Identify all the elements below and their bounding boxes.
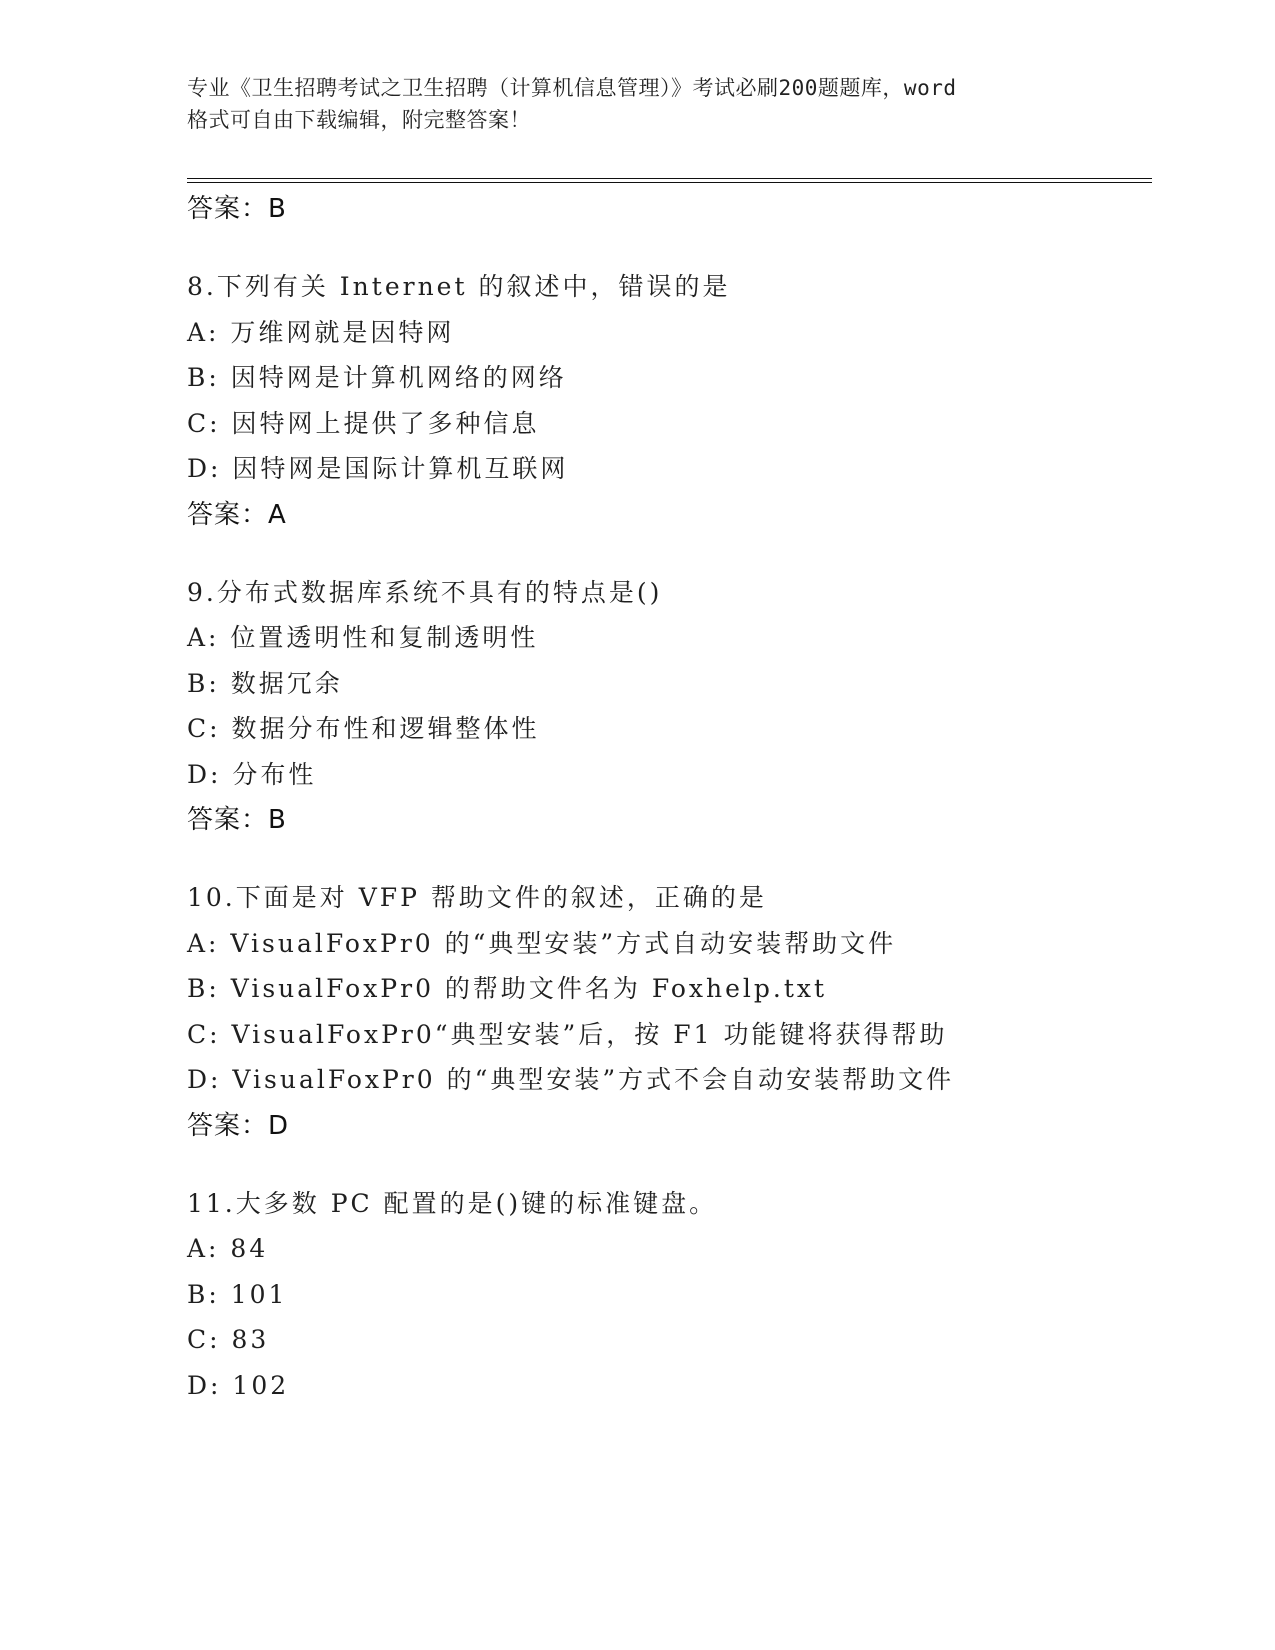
- option-a: A: 位置透明性和复制透明性: [187, 623, 539, 652]
- option-c: C: 83: [187, 1325, 270, 1354]
- option-a: A: 万维网就是因特网: [187, 317, 455, 347]
- option-c: C: 数据分布性和逻辑整体性: [187, 714, 540, 743]
- option-d: D: 分布性: [187, 759, 317, 789]
- header-rule-bottom: [187, 182, 1152, 183]
- option-c: C: VisualFoxPr0“典型安装”后，按 F1 功能键将获得帮助: [187, 1019, 948, 1049]
- question-text: 10.下面是对 VFP 帮助文件的叙述，正确的是: [187, 883, 767, 912]
- answer-line: 答案：B: [187, 194, 287, 224]
- option-d: D: 102: [187, 1370, 290, 1400]
- header-line-1: 专业《卫生招聘考试之卫生招聘（计算机信息管理）》考试必刷200题题库，word: [187, 76, 957, 100]
- option-c: C: 因特网上提供了多种信息: [187, 408, 540, 438]
- option-b: B: 数据冗余: [187, 668, 343, 698]
- option-d: D: 因特网是国际计算机互联网: [187, 454, 569, 483]
- question-block: [187, 570, 1152, 844]
- header-line-2: 格式可自由下载编辑，附完整答案！: [187, 108, 531, 132]
- question-text: 9.分布式数据库系统不具有的特点是(): [187, 577, 663, 607]
- question-block: [187, 875, 1152, 1149]
- option-b: B: 101: [187, 1279, 288, 1309]
- question-text: 8.下列有关 Internet 的叙述中，错误的是: [187, 272, 731, 301]
- option-d: D: VisualFoxPr0 的“典型安装”方式不会自动安装帮助文件: [187, 1065, 955, 1094]
- question-list: [187, 186, 1152, 1408]
- option-a: A: VisualFoxPr0 的“典型安装”方式自动安装帮助文件: [187, 928, 897, 958]
- answer-line: 答案：A: [187, 499, 287, 530]
- question-block: [187, 264, 1152, 538]
- option-b: B: VisualFoxPr0 的帮助文件名为 Foxhelp.txt: [187, 974, 828, 1003]
- answer-line: 答案：B: [187, 805, 287, 835]
- option-b: B: 因特网是计算机网络的网络: [187, 363, 567, 392]
- question-text: 11.大多数 PC 配置的是()键的标准键盘。: [187, 1188, 718, 1218]
- answer-line: 答案：D: [187, 1110, 290, 1141]
- header-rule-top: [187, 178, 1152, 179]
- option-a: A: 84: [187, 1234, 269, 1263]
- document-header: [187, 72, 1087, 136]
- question-block: [187, 1181, 1152, 1409]
